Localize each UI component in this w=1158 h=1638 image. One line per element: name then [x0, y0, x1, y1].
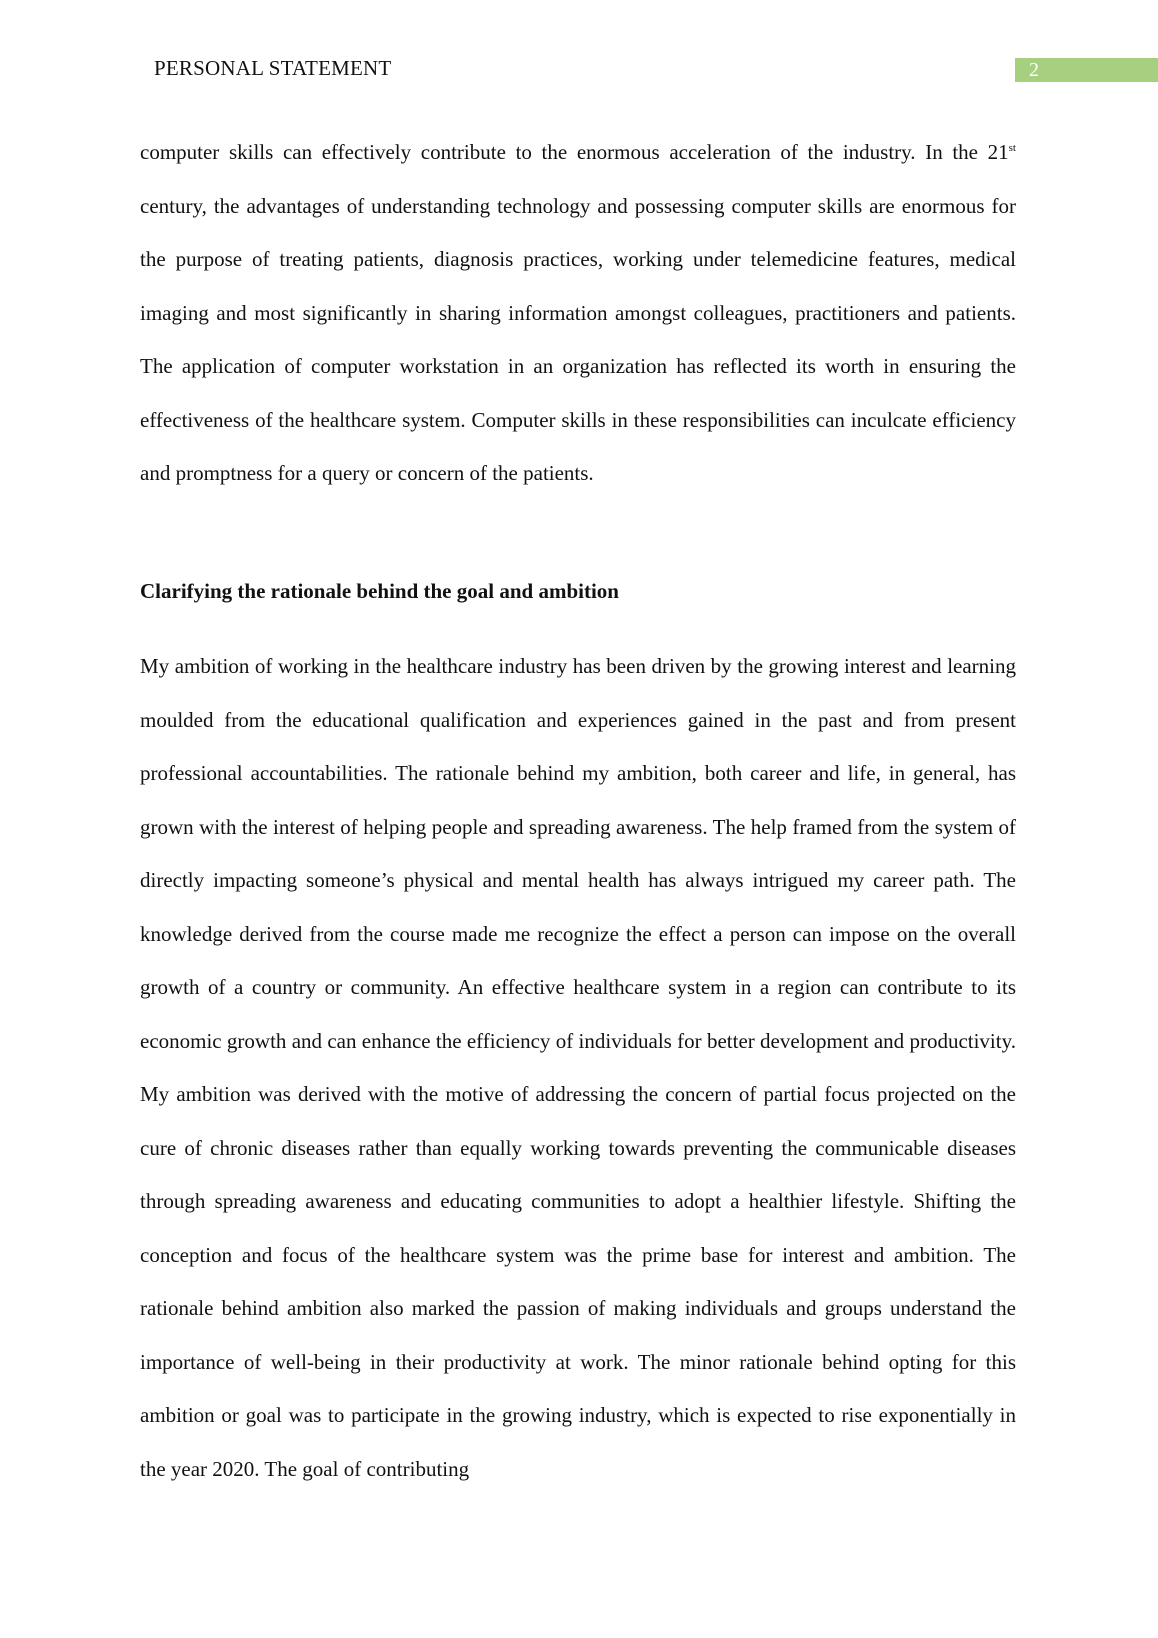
running-header-title: PERSONAL STATEMENT [154, 56, 392, 80]
paragraph-1-text-end: century, the advantages of understanding technology and possessing computer skills are enormous for the purpose of treating patients, diagnosis practices, working under telemedicine features, medical imaging and most significantly in sharing information amongst colleagues, practitioners and patients. The application of computer workstation in an organization has reflected its worth in ensuring the effectiveness of the healthcare system. Computer skills in these responsibilities can inculcate efficiency and promptness for a query or concern of the patients. [140, 193, 1016, 485]
page-number: 2 [1029, 59, 1039, 81]
body-paragraph-2: My ambition of working in the healthcare industry has been driven by the growing interest and learning moulded from the educational qualification and experiences gained in the past and from present professional accountabilities. The rationale behind my ambition, both career and life, in general, has grown with the interest of helping people and spreading awareness. The help framed from the system of directly impacting someone’s physical and mental health has always intrigued my career path. The knowledge derived from the course made me recognize the effect a person can impose on the overall growth of a country or community. An effective healthcare system in a region can contribute to its economic growth and can enhance the efficiency of individuals for better development and productivity. My ambition was derived with the motive of addressing the concern of partial focus projected on the cure of chronic diseases rather than equally working towards preventing the communicable diseases through spreading awareness and educating communities to adopt a healthier lifestyle. Shifting the conception and focus of the healthcare system was the prime base for interest and ambition. The rationale behind ambition also marked the passion of making individuals and groups understand the importance of well-being in their productivity at work. The minor rationale behind opting for this ambition or goal was to participate in the growing industry, which is expected to rise exponentially in the year 2020. The goal of contributing [140, 654, 1016, 1481]
body-paragraph-1 [140, 126, 1016, 501]
page-number-badge [1015, 58, 1158, 82]
ordinal-superscript: st [1008, 142, 1016, 154]
paragraph-1-text-start: computer skills can effectively contribute to the enormous acceleration of the industry. In the 21 [140, 140, 1009, 164]
section-heading: Clarifying the rationale behind the goal and ambition [140, 579, 619, 603]
